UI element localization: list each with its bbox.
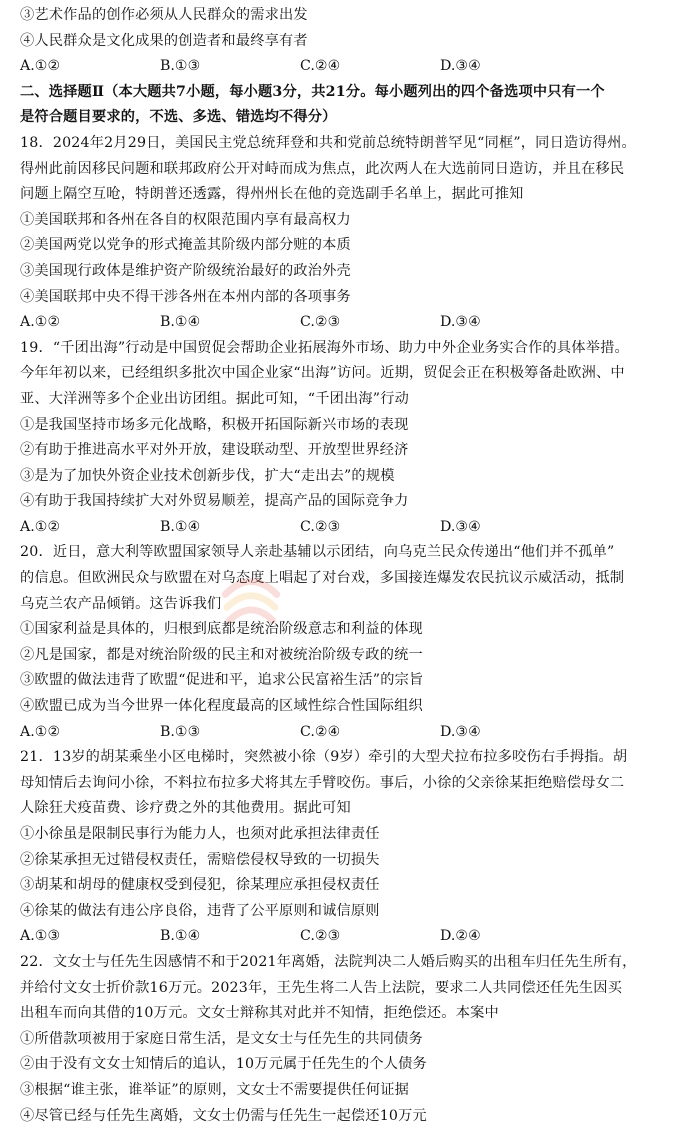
text-line: ③艺术作品的创作必须从人民群众的需求出发 [20,7,308,23]
text-line: ③是为了加快外资企业技术创新步伐，扩大“走出去”的规模 [20,467,395,484]
answer-options [20,924,680,950]
text-line: ④人民群众是文化成果的创造者和最终享有者 [20,32,308,49]
answer-option: C.②③ [300,928,341,945]
answer-option: B.①③ [160,58,201,75]
answer-option: B.①④ [160,314,201,331]
text-line: 并给付文女士折价款16万元。2023年，王先生将二人告上法院，要求二人共同偿还任先生因买 [20,979,623,996]
answer-option: A.①② [20,58,61,75]
text-line: ④欧盟已成为当今世界一体化程度最高的区域性综合性国际组织 [20,698,423,715]
answer-options [20,54,680,80]
section-heading-line: 是符合题目要求的，不选、多选、错选均不得分） [20,109,337,126]
text-line: ③美国现行政体是维护资产阶级统治最好的政治外壳 [20,262,351,279]
text-line: 母知情后去询问小徐，不料拉布拉多犬将其左手臂咬伤。事后，小徐的父亲徐某拒绝赔偿母女二 [20,774,625,791]
text-line: 的信息。但欧洲民众与欧盟在对乌态度上唱起了对台戏，多国接连爆发农民抗议示威活动，抵制 [20,570,625,587]
text-line: ③欧盟的做法违背了欧盟“促进和平，追求公民富裕生活”的宗旨 [20,672,424,689]
answer-option: A.①② [20,723,61,740]
text-line: ②徐某承担无过错侵权责任，需赔偿侵权导致的一切损失 [20,851,380,868]
answer-option: B.①④ [160,518,201,535]
text-line: 19．“千团出海”行动是中国贸促会帮助企业拓展海外市场、助力中外企业务实合作的具体举措。 [20,339,629,356]
text-line: 18．2024年2月29日，美国民主党总统拜登和共和党前总统特朗普罕见“同框”，同日造访得州。 [20,134,636,151]
text-line: ①国家利益是具体的，归根到底都是统治阶级意志和利益的体现 [20,621,423,638]
text-line: ④徐某的做法有违公序良俗，违背了公平原则和诚信原则 [20,902,380,919]
answer-option: A.①③ [20,928,61,945]
text-line: 问题上隔空互呛，特朗普还透露，得州州长在他的竞选副手名单上，据此可推知 [20,186,524,203]
answer-option: D.③④ [440,314,481,331]
text-line: ②有助于推进高水平对外开放，建设联动型、开放型世界经济 [20,442,409,459]
text-line: 得州此前因移民问题和联邦政府公开对峙而成为焦点，此次两人在大选前同日造访，并且在移民 [20,160,625,177]
text-line: 亚、大洋洲等多个企业出访团组。据此可知，“千团出海”行动 [20,390,409,407]
text-line: ①所借款项被用于家庭日常生活，是文女士与任先生的共同债务 [20,1030,423,1047]
answer-option: B.①④ [160,928,201,945]
text-line: ①是我国坚持市场多元化战略，积极开拓国际新兴市场的表现 [20,416,409,433]
answer-option: A.①② [20,518,61,535]
text-line: ④有助于我国持续扩大对外贸易顺差，提高产品的国际竞争力 [20,493,409,510]
text-line: ①小徐虽是限制民事行为能力人，也须对此承担法律责任 [20,826,380,842]
answer-options [20,720,680,746]
text-line: 20．近日，意大利等欧盟国家领导人亲赴基辅以示团结，向乌克兰民众传递出“他们并不孤单” [20,544,615,561]
text-line: ②凡是国家，都是对统治阶级的民主和对被统治阶级专政的统一 [20,646,423,663]
text-line: 22．文女士与任先生因感情不和于2021年离婚，法院判决二人婚后购买的出租车归任先生所有， [20,953,637,970]
text-line: ②美国两党以党争的形式掩盖其阶级内部分赃的本质 [20,237,351,254]
answer-option: A.①② [20,314,61,331]
answer-option: D.②④ [440,928,481,945]
answer-option: B.①③ [160,723,201,740]
answer-option: D.③④ [440,58,481,75]
answer-option: D.③④ [440,518,481,535]
answer-options [20,310,680,336]
answer-option: C.②④ [300,723,341,740]
text-line: ②由于没有文女士知情后的追认，10万元属于任先生的个人债务 [20,1056,427,1073]
text-line: ④美国联邦中央不得干涉各州在本州内部的各项事务 [20,288,351,305]
text-line: 人除狂犬疫苗费、诊疗费之外的其他费用。据此可知 [20,800,351,817]
text-line: 乌克兰农产品倾销。这告诉我们 [20,595,222,612]
text-line: ③胡某和胡母的健康权受到侵犯，徐某理应承担侵权责任 [20,877,380,894]
text-line: 今年年初以来，已经组织多批次中国企业家“出海”访问。近期，贸促会正在积极筹备赴欧洲、中 [20,365,625,382]
text-line: ③根据“谁主张，谁举证”的原则，文女士不需要提供任何证据 [20,1081,409,1098]
answer-option: C.②④ [300,58,341,75]
text-line: 21．13岁的胡某乘坐小区电梯时，突然被小徐（9岁）牵引的大型犬拉布拉多咬伤右手拇指。胡 [20,749,628,766]
exam-page [20,3,680,1129]
answer-options [20,515,680,541]
answer-option: D.③④ [440,723,481,740]
section-heading-line: 二、选择题Ⅱ（本大题共7小题，每小题3分，共21分。每小题列出的四个备选项中只有一个 [20,83,605,100]
text-line: 出租车而向其借的10万元。文女士辩称其对此并不知情，拒绝偿还。本案中 [20,1005,499,1022]
text-line: ①美国联邦和各州在各自的权限范围内享有最高权力 [20,211,351,228]
answer-option: C.②③ [300,314,341,331]
text-line: ④尽管已经与任先生离婚，文女士仍需与任先生一起偿还10万元 [20,1107,427,1124]
answer-option: C.②③ [300,518,341,535]
